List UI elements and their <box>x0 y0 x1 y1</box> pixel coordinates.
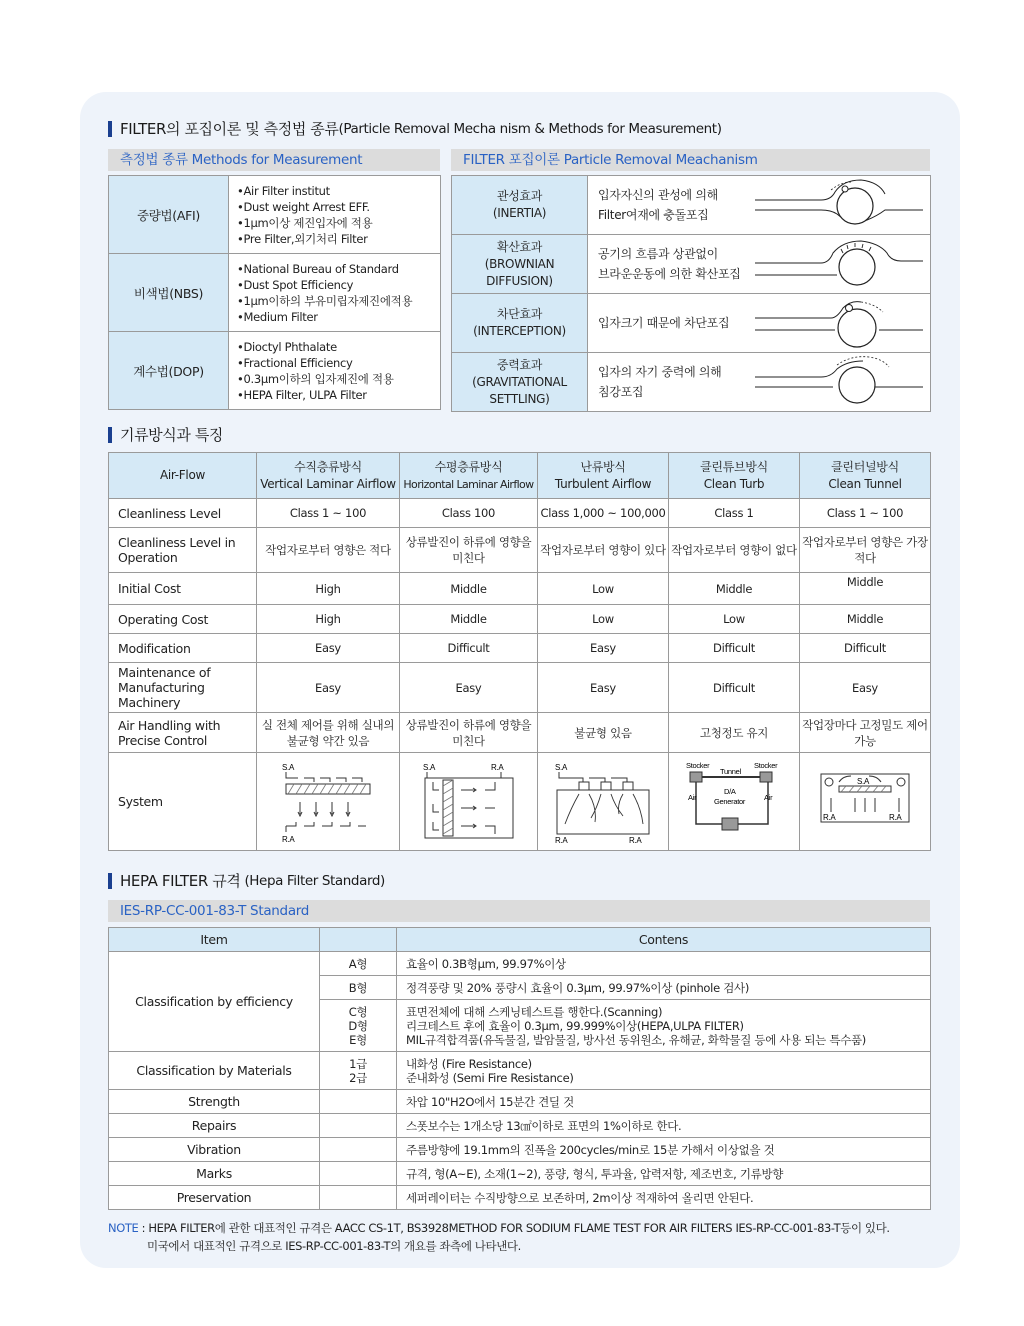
method-label: 중량법(AFI) <box>109 176 229 254</box>
airflow-column-header <box>800 453 931 499</box>
section-title-main: HEPA FILTER 규격 <box>120 872 241 890</box>
mechanism-label-en: (INERTIA) <box>492 206 547 220</box>
airflow-column-header <box>538 453 669 499</box>
table-cell: Easy <box>538 634 669 663</box>
turbulent-diagram <box>538 753 669 851</box>
table-cell: 고청정도 유지 <box>669 713 800 753</box>
mechanism-desc-line: 입자자신의 관성에 의해 <box>598 188 718 202</box>
column-title-en: Vertical Laminar Airflow <box>260 476 396 491</box>
row-label: Cleanliness Level <box>109 499 257 528</box>
mechanism-label-ko: 차단효과 <box>496 307 543 321</box>
airflow-header-row <box>109 453 931 499</box>
table-cell: 상류발진이 하류에 영향을 미친다 <box>400 713 538 753</box>
contents-cell: 차압 10"H2O에서 15분간 견딜 것 <box>397 1090 931 1114</box>
item-label: Repairs <box>109 1114 320 1138</box>
column-title-ko: 클린터널방식 <box>831 459 899 474</box>
table-cell: Easy <box>538 663 669 713</box>
note-line-2: 미국에서 대표적인 규격으로 IES-RP-CC-001-83-T의 개요를 좌측에 나타낸다. <box>147 1239 521 1253</box>
grade-cell: A형 <box>320 952 397 976</box>
table-cell: Easy <box>257 634 400 663</box>
contents-cell: 규격, 형(A~E), 소재(1~2), 풍량, 형식, 투과율, 압력저항, 제조번호, 기류방향 <box>397 1162 931 1186</box>
gravity-diagram <box>751 353 931 412</box>
item-label: Preservation <box>109 1186 320 1210</box>
mechanism-desc-line: 브라운운동에 의한 확산포집 <box>598 267 741 281</box>
content-line: 리크테스트 후에 효율이 0.3μm, 99.999%이상(HEPA,ULPA FILTER) <box>406 1018 744 1033</box>
airflow-system-row <box>109 753 931 851</box>
table-cell: Difficult <box>800 634 931 663</box>
section-title-hepa <box>108 870 385 891</box>
grade-e: E형 <box>349 1032 367 1047</box>
table-cell: Class 1 ~ 100 <box>257 499 400 528</box>
hepa-row <box>109 1186 931 1210</box>
horizontal-laminar-diagram <box>400 753 538 851</box>
row-label: Air Handling with Precise Control <box>109 713 257 753</box>
sa-label: S.A <box>857 776 869 786</box>
row-label: Cleanliness Level in Operation <box>109 528 257 573</box>
section-title-filter-mechanism <box>108 118 722 139</box>
ra-label: R.A <box>490 762 503 772</box>
table-cell: 작업자로부터 영향은 적다 <box>257 528 400 573</box>
mechanism-label <box>452 353 588 412</box>
column-title-en: Turbulent Airflow <box>554 476 652 491</box>
method-item: • HEPA Filter, ULPA Filter <box>237 387 440 403</box>
footnote <box>108 1219 930 1255</box>
contents-cell: 효율이 0.3B형μm, 99.97%이상 <box>397 952 931 976</box>
row-label: Modification <box>109 634 257 663</box>
mechanism-subheading: FILTER 포집이론 Particle Removal Meachanism <box>451 149 930 171</box>
ra-label: R.A <box>823 812 836 822</box>
content-line: MIL규격합격품(유독물질, 발암물질, 방사선 동위원소, 유해균, 화학물질 등에 사용 되는 특수품) <box>406 1032 866 1047</box>
section-title-sub: (Particle Removal Mecha nism & Methods for Measurement) <box>338 120 722 137</box>
method-item: • Dust Spot Efficiency <box>237 277 440 293</box>
clean-tunnel-diagram <box>800 753 931 851</box>
section-title-main: FILTER의 포집이론 및 측정법 종류 <box>120 120 339 138</box>
table-cell: Middle <box>800 605 931 634</box>
hepa-row <box>109 1138 931 1162</box>
tunnel-label: Tunnel <box>720 766 741 776</box>
da-label: D/A <box>724 786 736 796</box>
method-item: • Air Filter institut <box>237 183 440 199</box>
table-cell: Low <box>669 605 800 634</box>
column-title-ko: 수직층류방식 <box>294 459 362 474</box>
note-label: NOTE <box>108 1221 139 1235</box>
airflow-row <box>109 573 931 605</box>
row-label: Operating Cost <box>109 605 257 634</box>
vertical-laminar-diagram <box>257 753 400 851</box>
method-item: • Dioctyl Phthalate <box>237 339 440 355</box>
contents-cell: 주름방향에 19.1mm의 진폭을 200cycles/min로 15분 가해서 이상없을 것 <box>397 1138 931 1162</box>
airflow-column-header <box>400 453 538 499</box>
method-items <box>229 176 441 254</box>
clean-tube-diagram <box>669 753 800 851</box>
table-cell: 작업장마다 고정밀도 제어 가능 <box>800 713 931 753</box>
method-label: 계수법(DOP) <box>109 332 229 410</box>
grade-cell <box>320 1090 397 1114</box>
method-items <box>229 254 441 332</box>
hepa-row <box>109 1090 931 1114</box>
airflow-column-header <box>257 453 400 499</box>
method-item: • Medium Filter <box>237 309 440 325</box>
grade-2: 2급 <box>349 1070 367 1085</box>
hepa-row <box>109 952 931 976</box>
note-line-1: : HEPA FILTER에 관한 대표적인 규격은 AACC CS-1T, BS3928METHOD FOR SODIUM FLAME TEST FOR AIR FILTERS IES-RP-CC-001-83-T등이 있다. <box>141 1221 890 1235</box>
mechanism-label-ko: 관성효과 <box>496 189 543 203</box>
method-items <box>229 332 441 410</box>
content-line: 내화성 (Fire Resistance) <box>406 1056 532 1071</box>
mechanism-desc-line: 침강포집 <box>598 385 644 399</box>
contents-cell <box>397 1000 931 1052</box>
diffusion-diagram <box>751 235 931 294</box>
air-label: Air <box>764 792 773 802</box>
table-cell: 실 전체 제어를 위해 실내의 불균형 약간 있음 <box>257 713 400 753</box>
table-cell: 상류발진이 하류에 영향을 미친다 <box>400 528 538 573</box>
item-label: Vibration <box>109 1138 320 1162</box>
mechanism-description <box>588 235 751 294</box>
table-cell: 불균형 있음 <box>538 713 669 753</box>
column-title-en: Horizontal Laminar Airflow <box>403 477 534 491</box>
table-cell: 작업자로부터 영향이 있다 <box>538 528 669 573</box>
ra-label: R.A <box>629 835 642 844</box>
mechanism-row <box>452 235 931 294</box>
table-cell: Middle <box>800 573 931 605</box>
section-marker <box>108 121 112 137</box>
mechanism-label-en: (BROWNIAN DIFFUSION) <box>484 256 555 288</box>
methods-subheading: 측정법 종류 Methods for Measurement <box>108 149 440 171</box>
section-title-main: 기류방식과 특징 <box>120 426 223 444</box>
grade-cell <box>320 1186 397 1210</box>
grade-cell <box>320 1138 397 1162</box>
contents-cell: 스폿보수는 1개소당 13㎠이하로 표면의 1%이하로 한다. <box>397 1114 931 1138</box>
table-cell: Low <box>538 573 669 605</box>
contents-cell: 세퍼레이터는 수직방향으로 보존하며, 2m이상 적재하여 올리면 안된다. <box>397 1186 931 1210</box>
mechanism-desc-line: Filter여재에 충돌포집 <box>598 208 709 222</box>
airflow-column-header <box>669 453 800 499</box>
method-item: • Fractional Efficiency <box>237 355 440 371</box>
table-cell: Easy <box>257 663 400 713</box>
mechanism-row <box>452 294 931 353</box>
method-item: • 1μm이하의 부유미립자제진에적용 <box>237 293 440 309</box>
hepa-standard-subheading: IES-RP-CC-001-83-T Standard <box>108 900 930 922</box>
ra-label: R.A <box>282 834 295 844</box>
hepa-row <box>109 1162 931 1186</box>
stocker-label: Stocker <box>686 760 710 770</box>
section-marker <box>108 427 112 443</box>
airflow-row <box>109 634 931 663</box>
mechanism-description <box>588 294 751 353</box>
mechanism-table <box>451 175 931 412</box>
method-item: • 0.3μm이하의 입자제진에 적용 <box>237 371 440 387</box>
content-line: 표면전체에 대해 스케닝테스트를 행한다.(Scanning) <box>406 1004 663 1019</box>
mechanism-description <box>588 353 751 412</box>
table-cell: Difficult <box>669 663 800 713</box>
grade-cell <box>320 1000 397 1052</box>
item-label: Marks <box>109 1162 320 1186</box>
airflow-row <box>109 713 931 753</box>
hepa-row <box>109 1114 931 1138</box>
row-label: System <box>109 753 257 851</box>
grade-d: D형 <box>348 1018 368 1033</box>
sa-label: S.A <box>422 762 435 772</box>
hepa-table <box>108 927 931 1210</box>
methods-row <box>109 332 441 410</box>
item-label: Strength <box>109 1090 320 1114</box>
mechanism-desc-line: 공기의 흐름과 상관없이 <box>598 247 718 261</box>
table-cell: Class 1,000 ~ 100,000 <box>538 499 669 528</box>
section-title-sub: (Hepa Filter Standard) <box>244 872 385 889</box>
air-label: Air <box>688 792 697 802</box>
airflow-corner-header: Air-Flow <box>109 453 257 499</box>
table-cell: Middle <box>400 573 538 605</box>
table-cell: 작업자로부터 영향이 없다 <box>669 528 800 573</box>
mechanism-desc-line: 입자의 자기 중력에 의해 <box>598 365 722 379</box>
grade-c: C형 <box>348 1004 368 1019</box>
methods-row <box>109 176 441 254</box>
grade-cell <box>320 1114 397 1138</box>
ra-label: R.A <box>555 835 568 844</box>
table-cell: High <box>257 573 400 605</box>
airflow-table <box>108 452 931 851</box>
section-marker <box>108 873 112 889</box>
ra-label: R.A <box>889 812 902 822</box>
table-cell: Middle <box>669 573 800 605</box>
hepa-header-row <box>109 928 931 952</box>
mechanism-label-ko: 확산효과 <box>496 239 543 254</box>
generator-label: Generator <box>714 796 746 806</box>
method-item: • Pre Filter,외기처리 Filter <box>237 231 440 247</box>
airflow-row <box>109 499 931 528</box>
table-cell: High <box>257 605 400 634</box>
methods-table <box>108 175 441 410</box>
table-cell: Difficult <box>669 634 800 663</box>
method-item: • 1μm이상 제진입자에 적용 <box>237 215 440 231</box>
table-cell: Low <box>538 605 669 634</box>
airflow-row <box>109 528 931 573</box>
hepa-row <box>109 1052 931 1090</box>
inertia-diagram <box>751 176 931 235</box>
grade-cell <box>320 1162 397 1186</box>
content-line: 준내화성 (Semi Fire Resistance) <box>406 1070 574 1085</box>
airflow-row <box>109 605 931 634</box>
table-cell: Middle <box>400 605 538 634</box>
mechanism-label <box>452 294 588 353</box>
column-title-en: Clean Tunnel <box>828 476 902 491</box>
table-cell: Easy <box>400 663 538 713</box>
mechanism-description <box>588 176 751 235</box>
mechanism-label <box>452 235 588 294</box>
method-item: • Dust weight Arrest EFF. <box>237 199 440 215</box>
table-cell: 작업자로부터 영향은 가장 적다 <box>800 528 931 573</box>
table-cell: Easy <box>800 663 931 713</box>
mechanism-row <box>452 353 931 412</box>
item-header: Item <box>109 928 320 952</box>
section-title-airflow <box>108 424 223 445</box>
contents-cell <box>397 1052 931 1090</box>
contents-cell: 정격풍량 및 20% 풍량시 효율이 0.3μm, 99.97%이상 (pinhole 검사) <box>397 976 931 1000</box>
sa-label: S.A <box>282 762 294 772</box>
mechanism-row <box>452 176 931 235</box>
airflow-row <box>109 663 931 713</box>
grade-1: 1급 <box>349 1056 367 1071</box>
row-label: Maintenance of Manufacturing Machinery <box>109 663 257 713</box>
method-label: 비색법(NBS) <box>109 254 229 332</box>
table-cell: Class 1 ~ 100 <box>800 499 931 528</box>
mechanism-label-ko: 중력효과 <box>496 357 543 372</box>
column-title-ko: 난류방식 <box>580 459 626 474</box>
interception-diagram <box>751 294 931 353</box>
grade-cell <box>320 1052 397 1090</box>
column-title-en: Clean Turb <box>703 476 765 491</box>
table-cell: Class 1 <box>669 499 800 528</box>
grade-cell: B형 <box>320 976 397 1000</box>
methods-row <box>109 254 441 332</box>
sa-label: S.A <box>555 762 567 772</box>
grade-header <box>320 928 397 952</box>
row-label: Initial Cost <box>109 573 257 605</box>
item-label: Classification by Materials <box>109 1052 320 1090</box>
column-title-ko: 수평층류방식 <box>434 459 503 474</box>
mechanism-desc-line: 입자크기 때문에 차단포집 <box>598 316 730 330</box>
method-item: • National Bureau of Standard <box>237 261 440 277</box>
column-title-ko: 클린튜브방식 <box>700 459 768 474</box>
contents-header: Contens <box>397 928 931 952</box>
mechanism-label <box>452 176 588 235</box>
table-cell: Class 100 <box>400 499 538 528</box>
mechanism-label-en: (INTERCEPTION) <box>473 324 566 338</box>
stocker-label: Stocker <box>754 760 778 770</box>
item-label: Classification by efficiency <box>109 952 320 1052</box>
mechanism-label-en: (GRAVITATIONAL SETTLING) <box>472 374 567 406</box>
table-cell: Difficult <box>400 634 538 663</box>
